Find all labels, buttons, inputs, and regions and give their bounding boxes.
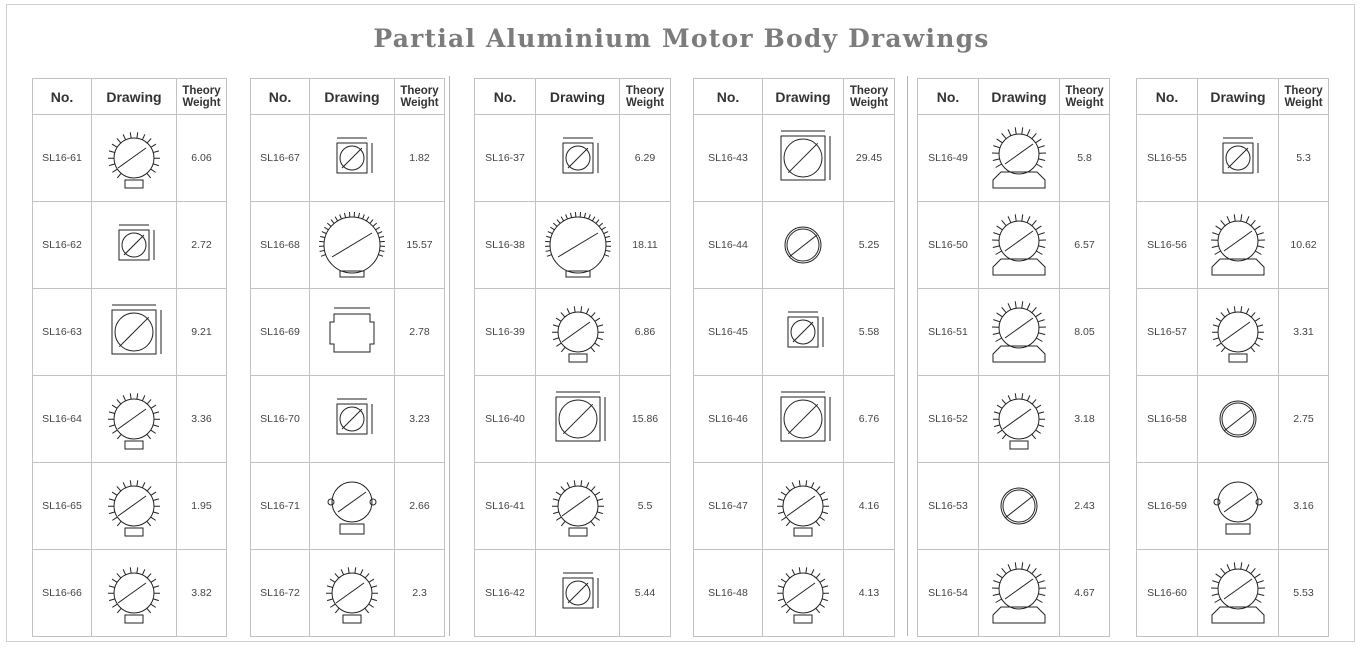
header-no: No. (694, 79, 763, 115)
profile-drawing-icon (1198, 120, 1278, 196)
model-number: SL16-58 (1137, 376, 1198, 463)
theory-weight: 6.86 (620, 289, 671, 376)
theory-weight: 8.05 (1060, 289, 1110, 376)
theory-weight: 5.58 (844, 289, 895, 376)
profile-drawing (763, 463, 844, 550)
profile-drawing-icon (763, 468, 843, 544)
model-number: SL16-46 (694, 376, 763, 463)
profile-drawing (979, 376, 1060, 463)
profile-drawing-icon (979, 120, 1059, 196)
table-row (918, 115, 1110, 202)
profile-drawing-icon (763, 207, 843, 283)
profile-drawing (536, 202, 620, 289)
theory-weight: 6.57 (1060, 202, 1110, 289)
profile-drawing (763, 202, 844, 289)
profile-drawing (536, 115, 620, 202)
header-no: No. (475, 79, 536, 115)
profile-drawing (92, 115, 177, 202)
profile-table (474, 78, 671, 637)
profile-drawing-icon (94, 468, 174, 544)
model-number: SL16-43 (694, 115, 763, 202)
profile-drawing (1198, 289, 1279, 376)
profile-drawing (1198, 376, 1279, 463)
page-title: Partial Aluminium Motor Body Drawings (373, 24, 990, 53)
theory-weight: 3.82 (177, 550, 227, 637)
theory-weight: 1.82 (395, 115, 445, 202)
profile-drawing-icon (312, 468, 392, 544)
table-header-row (1137, 79, 1329, 115)
table-header-row (918, 79, 1110, 115)
profile-drawing-icon (763, 120, 843, 196)
header-theory-weight: Theory Weight (395, 79, 445, 115)
table-row (33, 463, 227, 550)
table-row (251, 463, 445, 550)
profile-drawing-icon (763, 294, 843, 370)
profile-drawing (1198, 202, 1279, 289)
table-header-row (694, 79, 895, 115)
profile-drawing (1198, 550, 1279, 637)
theory-weight: 9.21 (177, 289, 227, 376)
header-theory-weight: Theory Weight (177, 79, 227, 115)
table-row (251, 202, 445, 289)
model-number: SL16-54 (918, 550, 979, 637)
profile-table (1136, 78, 1329, 637)
model-number: SL16-59 (1137, 463, 1198, 550)
theory-weight: 6.06 (177, 115, 227, 202)
table-row (251, 115, 445, 202)
table-header-row (251, 79, 445, 115)
theory-weight: 6.29 (620, 115, 671, 202)
table-row (33, 202, 227, 289)
profile-drawing (92, 550, 177, 637)
theory-weight: 15.57 (395, 202, 445, 289)
profile-drawing (763, 550, 844, 637)
table-row (1137, 463, 1329, 550)
profile-drawing-icon (1198, 381, 1278, 457)
model-number: SL16-67 (251, 115, 310, 202)
profile-drawing-icon (312, 555, 392, 631)
theory-weight: 3.18 (1060, 376, 1110, 463)
table-row (918, 376, 1110, 463)
table-row (1137, 550, 1329, 637)
table-row (694, 202, 895, 289)
table-header-row (475, 79, 671, 115)
profile-drawing-icon (538, 207, 618, 283)
table-row (1137, 289, 1329, 376)
header-no: No. (33, 79, 92, 115)
theory-weight: 2.66 (395, 463, 445, 550)
profile-drawing-icon (94, 207, 174, 283)
table-row (918, 550, 1110, 637)
profile-drawing (310, 463, 395, 550)
profile-drawing-icon (1198, 555, 1278, 631)
profile-drawing (536, 550, 620, 637)
theory-weight: 10.62 (1279, 202, 1329, 289)
table-header-row (33, 79, 227, 115)
header-drawing: Drawing (979, 79, 1060, 115)
profile-table (917, 78, 1110, 637)
model-number: SL16-57 (1137, 289, 1198, 376)
column-divider (907, 76, 908, 636)
profile-drawing (979, 202, 1060, 289)
table-row (1137, 202, 1329, 289)
table-row (694, 376, 895, 463)
profile-drawing (310, 376, 395, 463)
profile-drawing (979, 115, 1060, 202)
table-row (918, 202, 1110, 289)
theory-weight: 2.72 (177, 202, 227, 289)
profile-drawing (92, 376, 177, 463)
table-row (1137, 376, 1329, 463)
profile-drawing (310, 289, 395, 376)
theory-weight: 5.44 (620, 550, 671, 637)
theory-weight: 5.53 (1279, 550, 1329, 637)
header-theory-weight: Theory Weight (620, 79, 671, 115)
table-row (33, 376, 227, 463)
model-number: SL16-64 (33, 376, 92, 463)
model-number: SL16-72 (251, 550, 310, 637)
profile-drawing-icon (538, 555, 618, 631)
profile-drawing-icon (979, 294, 1059, 370)
model-number: SL16-69 (251, 289, 310, 376)
theory-weight: 2.75 (1279, 376, 1329, 463)
profile-drawing-icon (94, 555, 174, 631)
profile-drawing-icon (538, 468, 618, 544)
profile-drawing-icon (312, 120, 392, 196)
table-row (251, 376, 445, 463)
theory-weight: 6.76 (844, 376, 895, 463)
model-number: SL16-62 (33, 202, 92, 289)
table-row (694, 463, 895, 550)
header-drawing: Drawing (92, 79, 177, 115)
profile-drawing (92, 289, 177, 376)
header-drawing: Drawing (763, 79, 844, 115)
theory-weight: 2.43 (1060, 463, 1110, 550)
theory-weight: 5.25 (844, 202, 895, 289)
profile-table (250, 78, 445, 637)
model-number: SL16-65 (33, 463, 92, 550)
profile-drawing-icon (979, 381, 1059, 457)
header-theory-weight: Theory Weight (844, 79, 895, 115)
profile-drawing-icon (94, 381, 174, 457)
model-number: SL16-61 (33, 115, 92, 202)
theory-weight: 3.16 (1279, 463, 1329, 550)
table-row (918, 289, 1110, 376)
profile-drawing (979, 463, 1060, 550)
profile-drawing-icon (94, 294, 174, 370)
profile-drawing (92, 463, 177, 550)
theory-weight: 18.11 (620, 202, 671, 289)
table-row (475, 202, 671, 289)
table-row (694, 289, 895, 376)
profile-drawing (1198, 463, 1279, 550)
profile-drawing-icon (538, 381, 618, 457)
profile-drawing-icon (1198, 207, 1278, 283)
table-row (33, 115, 227, 202)
model-number: SL16-68 (251, 202, 310, 289)
model-number: SL16-70 (251, 376, 310, 463)
column-divider (449, 76, 450, 636)
table-row (33, 289, 227, 376)
model-number: SL16-42 (475, 550, 536, 637)
model-number: SL16-45 (694, 289, 763, 376)
header-theory-weight: Theory Weight (1279, 79, 1329, 115)
model-number: SL16-60 (1137, 550, 1198, 637)
profile-drawing-icon (312, 381, 392, 457)
profile-drawing-icon (94, 120, 174, 196)
profile-drawing-icon (763, 555, 843, 631)
table-row (475, 550, 671, 637)
profile-drawing-icon (312, 294, 392, 370)
table-row (251, 550, 445, 637)
header-drawing: Drawing (310, 79, 395, 115)
header-drawing: Drawing (536, 79, 620, 115)
theory-weight: 3.31 (1279, 289, 1329, 376)
model-number: SL16-40 (475, 376, 536, 463)
header-no: No. (1137, 79, 1198, 115)
table-row (475, 463, 671, 550)
header-theory-weight: Theory Weight (1060, 79, 1110, 115)
header-no: No. (918, 79, 979, 115)
model-number: SL16-47 (694, 463, 763, 550)
model-number: SL16-37 (475, 115, 536, 202)
theory-weight: 5.5 (620, 463, 671, 550)
profile-drawing (536, 376, 620, 463)
theory-weight: 1.95 (177, 463, 227, 550)
profile-drawing-icon (763, 381, 843, 457)
model-number: SL16-53 (918, 463, 979, 550)
table-row (694, 550, 895, 637)
profile-drawing-icon (538, 120, 618, 196)
theory-weight: 2.78 (395, 289, 445, 376)
theory-weight: 5.3 (1279, 115, 1329, 202)
table-row (475, 289, 671, 376)
profile-table (693, 78, 895, 637)
header-no: No. (251, 79, 310, 115)
profile-drawing (536, 463, 620, 550)
model-number: SL16-48 (694, 550, 763, 637)
theory-weight: 4.67 (1060, 550, 1110, 637)
profile-drawing (92, 202, 177, 289)
profile-drawing-icon (1198, 468, 1278, 544)
profile-drawing (979, 289, 1060, 376)
theory-weight: 5.8 (1060, 115, 1110, 202)
header-drawing: Drawing (1198, 79, 1279, 115)
theory-weight: 3.36 (177, 376, 227, 463)
profile-drawing-icon (979, 207, 1059, 283)
profile-drawing-icon (538, 294, 618, 370)
model-number: SL16-71 (251, 463, 310, 550)
profile-drawing (763, 376, 844, 463)
model-number: SL16-51 (918, 289, 979, 376)
table-row (33, 550, 227, 637)
profile-drawing (310, 115, 395, 202)
theory-weight: 2.3 (395, 550, 445, 637)
table-row (1137, 115, 1329, 202)
table-row (251, 289, 445, 376)
profile-drawing (763, 289, 844, 376)
theory-weight: 4.16 (844, 463, 895, 550)
model-number: SL16-56 (1137, 202, 1198, 289)
table-row (694, 115, 895, 202)
model-number: SL16-39 (475, 289, 536, 376)
model-number: SL16-38 (475, 202, 536, 289)
theory-weight: 15.86 (620, 376, 671, 463)
profile-drawing (310, 550, 395, 637)
model-number: SL16-63 (33, 289, 92, 376)
profile-drawing-icon (1198, 294, 1278, 370)
table-row (918, 463, 1110, 550)
model-number: SL16-44 (694, 202, 763, 289)
model-number: SL16-66 (33, 550, 92, 637)
profile-drawing-icon (312, 207, 392, 283)
model-number: SL16-52 (918, 376, 979, 463)
profile-drawing (310, 202, 395, 289)
profile-drawing (979, 550, 1060, 637)
model-number: SL16-55 (1137, 115, 1198, 202)
profile-drawing (1198, 115, 1279, 202)
profile-table (32, 78, 227, 637)
model-number: SL16-49 (918, 115, 979, 202)
profile-drawing (763, 115, 844, 202)
table-row (475, 376, 671, 463)
profile-drawing-icon (979, 555, 1059, 631)
theory-weight: 4.13 (844, 550, 895, 637)
profile-drawing-icon (979, 468, 1059, 544)
table-row (475, 115, 671, 202)
theory-weight: 29.45 (844, 115, 895, 202)
model-number: SL16-50 (918, 202, 979, 289)
theory-weight: 3.23 (395, 376, 445, 463)
profile-drawing (536, 289, 620, 376)
model-number: SL16-41 (475, 463, 536, 550)
